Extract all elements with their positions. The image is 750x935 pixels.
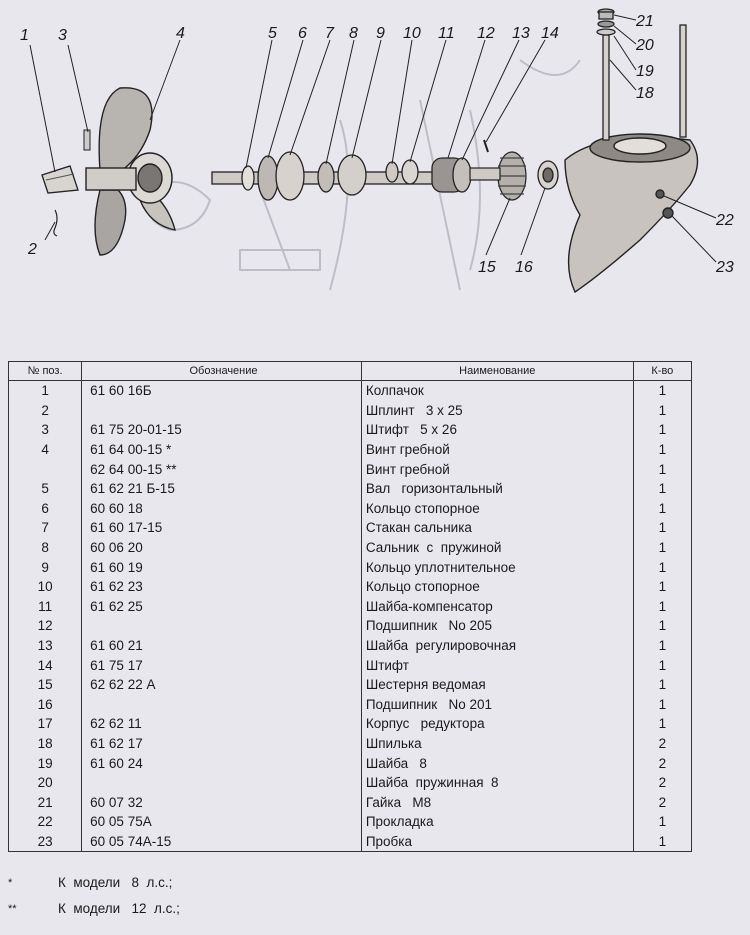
- callout-6: 6: [298, 25, 307, 42]
- cell-pos: 5: [9, 479, 82, 499]
- cell-pos: 17: [9, 714, 82, 734]
- table-row: [9, 753, 692, 773]
- table-row: [9, 557, 692, 577]
- cell-name: Штифт 5 х 26: [361, 420, 633, 440]
- cell-qty: 1: [633, 577, 691, 597]
- cell-code: [82, 401, 362, 421]
- cell-qty: 1: [633, 695, 691, 715]
- cell-name: Шайба пружинная 8: [361, 773, 633, 793]
- cell-name: Подшипник No 205: [361, 616, 633, 636]
- table-row: [9, 773, 692, 793]
- parts-table-body: [9, 381, 692, 852]
- table-row: [9, 538, 692, 558]
- cell-pos: 2: [9, 401, 82, 421]
- cell-name: Кольцо стопорное: [361, 499, 633, 519]
- callout-12: 12: [477, 25, 495, 42]
- cell-pos: 9: [9, 557, 82, 577]
- cell-code: 61 75 17: [82, 655, 362, 675]
- pin-part: [84, 130, 90, 150]
- cell-pos: 1: [9, 381, 82, 401]
- cell-qty: 1: [633, 518, 691, 538]
- table-row: [9, 695, 692, 715]
- cell-code: 60 06 20: [82, 538, 362, 558]
- table-row: [9, 734, 692, 754]
- cell-qty: 2: [633, 773, 691, 793]
- cell-pos: 23: [9, 832, 82, 852]
- table-row: [9, 440, 692, 460]
- footnote-text: К модели 12 л.с.;: [58, 901, 180, 916]
- callout-10: 10: [403, 25, 421, 42]
- cell-qty: 1: [633, 812, 691, 832]
- table-row: [9, 636, 692, 656]
- cell-code: 61 60 16Б: [82, 381, 362, 401]
- cell-qty: 1: [633, 479, 691, 499]
- table-row: [9, 401, 692, 421]
- cell-name: Стакан сальника: [361, 518, 633, 538]
- cell-name: Прокладка: [361, 812, 633, 832]
- cell-pos: 16: [9, 695, 82, 715]
- cell-name: Вал горизонтальный: [361, 479, 633, 499]
- cell-pos: 20: [9, 773, 82, 793]
- cell-qty: 2: [633, 792, 691, 812]
- cell-code: 61 62 21 Б-15: [82, 479, 362, 499]
- callout-15: 15: [478, 259, 496, 276]
- header-code: Обозначение: [82, 362, 362, 381]
- cell-pos: 19: [9, 753, 82, 773]
- cell-pos: 22: [9, 812, 82, 832]
- cell-code: [82, 695, 362, 715]
- callout-16: 16: [515, 259, 533, 276]
- callout-20: 20: [636, 37, 654, 54]
- exploded-view-drawing: [0, 0, 750, 345]
- cell-code: [82, 616, 362, 636]
- callout-18: 18: [636, 85, 654, 102]
- callout-23: 23: [716, 259, 734, 276]
- callout-8: 8: [349, 25, 358, 42]
- cell-qty: 1: [633, 420, 691, 440]
- callout-5: 5: [268, 25, 277, 42]
- cell-pos: 10: [9, 577, 82, 597]
- cell-qty: 1: [633, 401, 691, 421]
- cell-qty: 1: [633, 675, 691, 695]
- table-row: [9, 518, 692, 538]
- cell-qty: 1: [633, 538, 691, 558]
- cell-pos: 3: [9, 420, 82, 440]
- cell-code: [82, 773, 362, 793]
- header-pos: № поз.: [9, 362, 82, 381]
- cell-qty: 1: [633, 597, 691, 617]
- cell-pos: 21: [9, 792, 82, 812]
- callout-2: 2: [28, 241, 37, 258]
- cell-code: 60 05 75А: [82, 812, 362, 832]
- cell-qty: 1: [633, 714, 691, 734]
- cell-pos: 14: [9, 655, 82, 675]
- footnote-mark: **: [8, 903, 17, 915]
- cell-name: Шайба-компенсатор: [361, 597, 633, 617]
- table-row: [9, 381, 692, 401]
- cell-code: 61 62 25: [82, 597, 362, 617]
- cell-name: Шайба 8: [361, 753, 633, 773]
- propeller-part: [86, 88, 175, 255]
- cell-name: Шпилька: [361, 734, 633, 754]
- cell-name: Подшипник No 201: [361, 695, 633, 715]
- table-row: [9, 577, 692, 597]
- gearbox-housing-part: [565, 134, 698, 292]
- callout-1: 1: [20, 27, 29, 44]
- callout-19: 19: [636, 63, 654, 80]
- cell-pos: 8: [9, 538, 82, 558]
- table-row: [9, 832, 692, 852]
- cell-qty: 1: [633, 655, 691, 675]
- callout-22: 22: [716, 212, 734, 229]
- cell-pos: 13: [9, 636, 82, 656]
- cap-part: [42, 166, 78, 193]
- cell-qty: 1: [633, 499, 691, 519]
- cell-qty: 1: [633, 440, 691, 460]
- cell-pos: 18: [9, 734, 82, 754]
- header-name: Наименование: [361, 362, 633, 381]
- callout-11: 11: [438, 25, 455, 42]
- cell-code: 61 64 00-15 *: [82, 440, 362, 460]
- cell-code: 61 60 24: [82, 753, 362, 773]
- cell-name: Винт гребной: [361, 459, 633, 479]
- cell-name: Шплинт 3 х 25: [361, 401, 633, 421]
- callout-4: 4: [176, 25, 185, 42]
- cell-pos: 15: [9, 675, 82, 695]
- cell-qty: 1: [633, 381, 691, 401]
- cell-qty: 1: [633, 832, 691, 852]
- cell-code: 61 75 20-01-15: [82, 420, 362, 440]
- footnotes: [8, 875, 180, 927]
- table-row: [9, 459, 692, 479]
- cell-name: Шайба регулировочная: [361, 636, 633, 656]
- cell-qty: 1: [633, 616, 691, 636]
- footnote: [8, 901, 180, 927]
- gearbox-exploded-diagram: [0, 0, 750, 345]
- cell-code: 61 62 23: [82, 577, 362, 597]
- cell-name: Кольцо стопорное: [361, 577, 633, 597]
- cell-name: Гайка М8: [361, 792, 633, 812]
- cell-qty: 1: [633, 557, 691, 577]
- cell-pos: 11: [9, 597, 82, 617]
- callout-3: 3: [58, 27, 67, 44]
- cell-name: Винт гребной: [361, 440, 633, 460]
- cell-code: 62 64 00-15 **: [82, 459, 362, 479]
- cell-name: Пробка: [361, 832, 633, 852]
- table-row: [9, 597, 692, 617]
- cell-name: Колпачок: [361, 381, 633, 401]
- table-row: [9, 499, 692, 519]
- table-row: [9, 616, 692, 636]
- cell-code: 62 62 11: [82, 714, 362, 734]
- footnote-mark: *: [8, 877, 13, 889]
- cell-name: Корпус редуктора: [361, 714, 633, 734]
- callout-21: 21: [636, 13, 654, 30]
- cell-code: 60 60 18: [82, 499, 362, 519]
- cell-code: 60 05 74А-15: [82, 832, 362, 852]
- table-row: [9, 675, 692, 695]
- table-row: [9, 479, 692, 499]
- footnote-text: К модели 8 л.с.;: [58, 875, 173, 890]
- table-header-row: [9, 362, 692, 381]
- callout-13: 13: [512, 25, 530, 42]
- cell-pos: 6: [9, 499, 82, 519]
- shaft-assembly-part: [212, 140, 488, 200]
- cell-pos: 7: [9, 518, 82, 538]
- cell-name: Штифт: [361, 655, 633, 675]
- cell-qty: 2: [633, 734, 691, 754]
- footnote: [8, 875, 180, 901]
- table-row: [9, 420, 692, 440]
- cell-pos: 4: [9, 440, 82, 460]
- cell-code: 60 07 32: [82, 792, 362, 812]
- cell-code: 61 60 21: [82, 636, 362, 656]
- parts-table: [8, 361, 692, 852]
- cell-name: Шестерня ведомая: [361, 675, 633, 695]
- cell-name: Сальник с пружиной: [361, 538, 633, 558]
- cell-name: Кольцо уплотнительное: [361, 557, 633, 577]
- cell-code: 61 60 17-15: [82, 518, 362, 538]
- cell-pos: [9, 459, 82, 479]
- cell-qty: 1: [633, 636, 691, 656]
- cell-pos: 12: [9, 616, 82, 636]
- bearing-part: [538, 161, 558, 189]
- table-row: [9, 792, 692, 812]
- callout-7: 7: [325, 25, 334, 42]
- cell-code: 61 62 17: [82, 734, 362, 754]
- cell-qty: 2: [633, 753, 691, 773]
- header-qty: К-во: [633, 362, 691, 381]
- table-row: [9, 812, 692, 832]
- callout-9: 9: [376, 25, 385, 42]
- table-row: [9, 714, 692, 734]
- cell-code: 61 60 19: [82, 557, 362, 577]
- cell-code: 62 62 22 А: [82, 675, 362, 695]
- table-row: [9, 655, 692, 675]
- cell-qty: 1: [633, 459, 691, 479]
- callout-14: 14: [541, 25, 559, 42]
